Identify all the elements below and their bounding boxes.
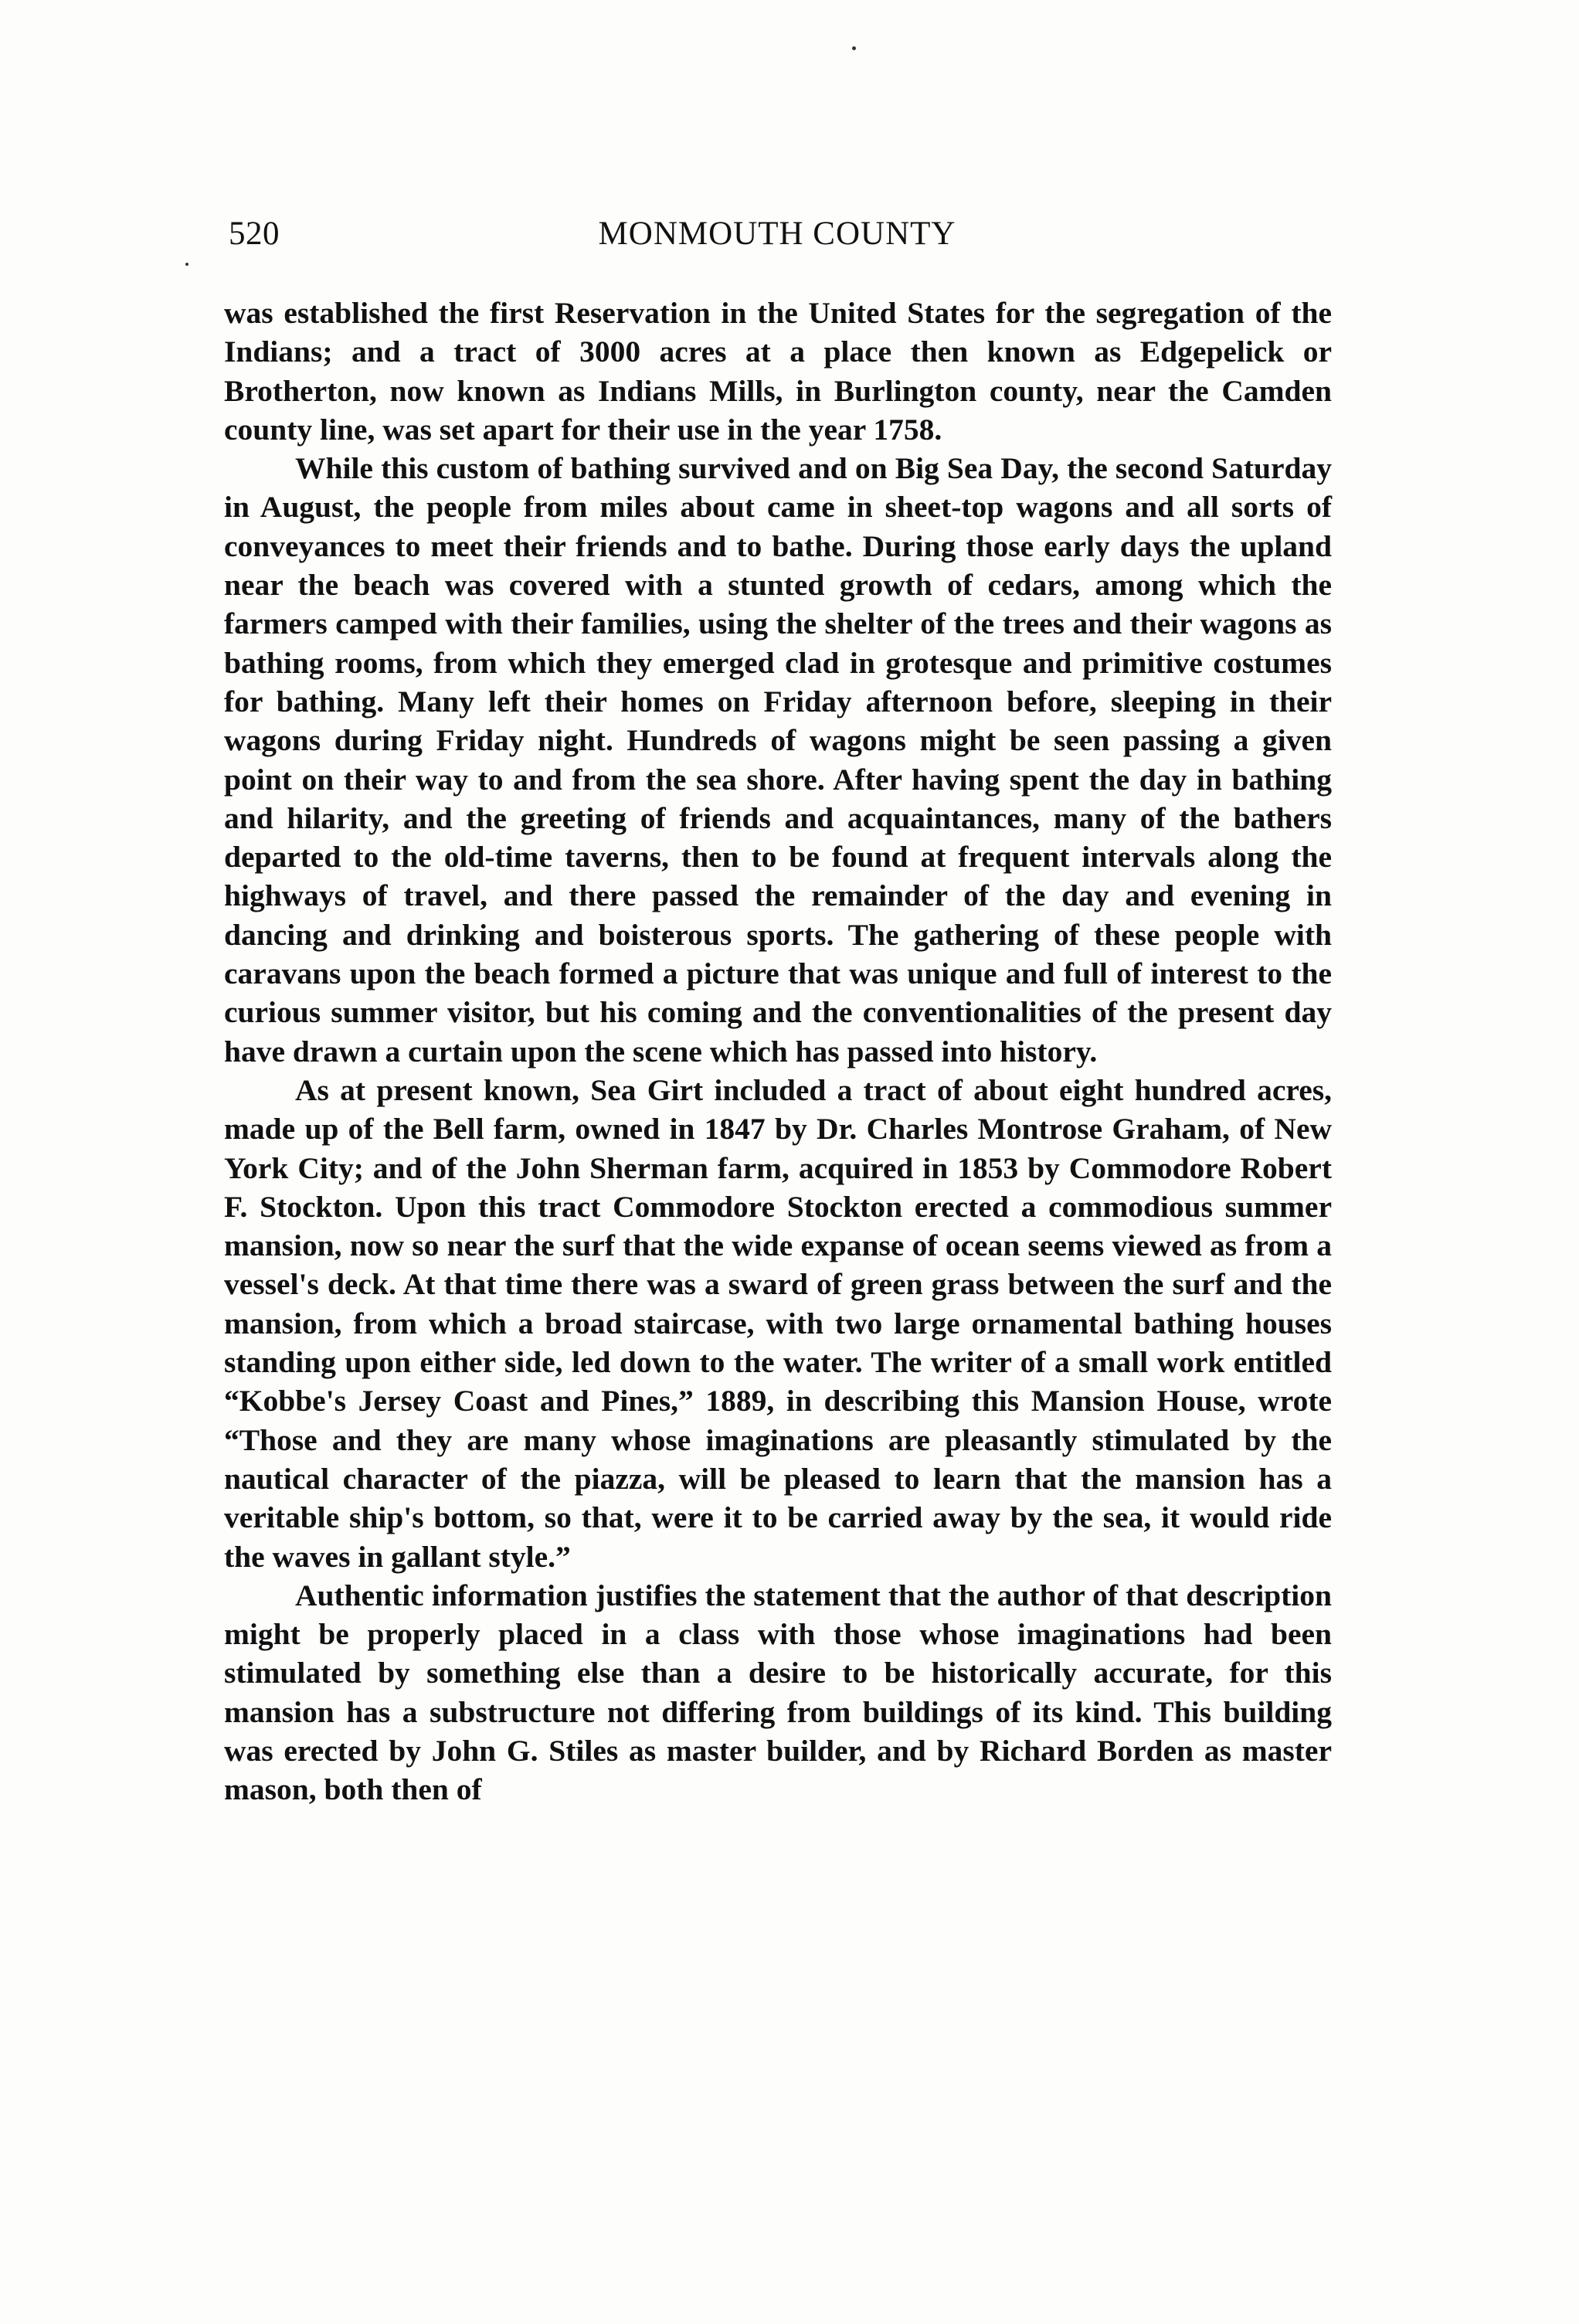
page-header <box>229 215 1326 261</box>
page-number: 520 <box>229 216 280 252</box>
body-text <box>224 294 1332 1809</box>
paragraph: Authentic information justifies the statement that the author of that description might be properly placed in a class with those whose imaginations had been stimulated by something else than a desire to be historically accurate, for this mansion has a substructure not differing from buildings of its kind. This building was erected by John G. Stiles as master builder, and by Richard Borden as master mason, both then of <box>224 1578 1332 1807</box>
paragraph: As at present known, Sea Girt included a tract of about eight hundred acres, made up of the Bell farm, owned in 1847 by Dr. Charles Montrose Graham, of New York City; and of the John Sherman farm, acquired in 1853 by Commodore Robert F. Stockton. Upon this tract Commodore Stockton erected a commodious summer mansion, now so near the surf that the wide expanse of ocean seems viewed as from a vessel's deck. At that time there was a sward of green grass between the surf and the mansion, from which a broad staircase, with two large ornamental bathing houses standing upon either side, led down to the water. The writer of a small work entitled “Kobbe's Jersey Coast and Pines,” 1889, in describing this Mansion House, wrote “Those and they are many whose imaginations are pleasantly stimulated by the nautical character of the piazza, will be pleased to learn that the mansion has a veritable ship's bottom, so that, were it to be carried away by the sea, it would ride the waves in gallant style.” <box>224 1072 1332 1574</box>
scan-speck <box>852 46 856 50</box>
paragraph: While this custom of bathing survived and on Big Sea Day, the second Saturday in August, the people from miles about came in sheet-top wagons and all sorts of conveyances to meet their friends and to bathe. During those early days the upland near the beach was covered with a stunted growth of cedars, among which the farmers camped with their families, using the shelter of the trees and their wagons as bathing rooms, from which they emerged clad in grotesque and primitive costumes for bathing. Many left their homes on Friday afternoon before, sleeping in their wagons during Friday night. Hundreds of wagons might be seen passing a given point on their way to and from the sea shore. After having spent the day in bathing and hilarity, and the greeting of friends and acquaintances, many of the bathers departed to the old-time taverns, then to be found at frequent intervals along the highways of travel, and there passed the remainder of the day and evening in dancing and drinking and boisterous sports. The gathering of these people with caravans upon the beach formed a picture that was unique and full of interest to the curious summer visitor, but his coming and the conventionalities of the present day have drawn a curtain upon the scene which has passed into history. <box>224 451 1332 1069</box>
scan-speck <box>185 263 188 266</box>
paragraph: was established the first Reservation in the United States for the segregation of the Indians; and a tract of 3000 acres at a place then known as Edgepelick or Brotherton, now known as Indians Mills, in Burlington county, near the Camden county line, was set apart for their use in the year 1758. <box>224 296 1332 447</box>
running-head: MONMOUTH COUNTY <box>598 216 956 252</box>
